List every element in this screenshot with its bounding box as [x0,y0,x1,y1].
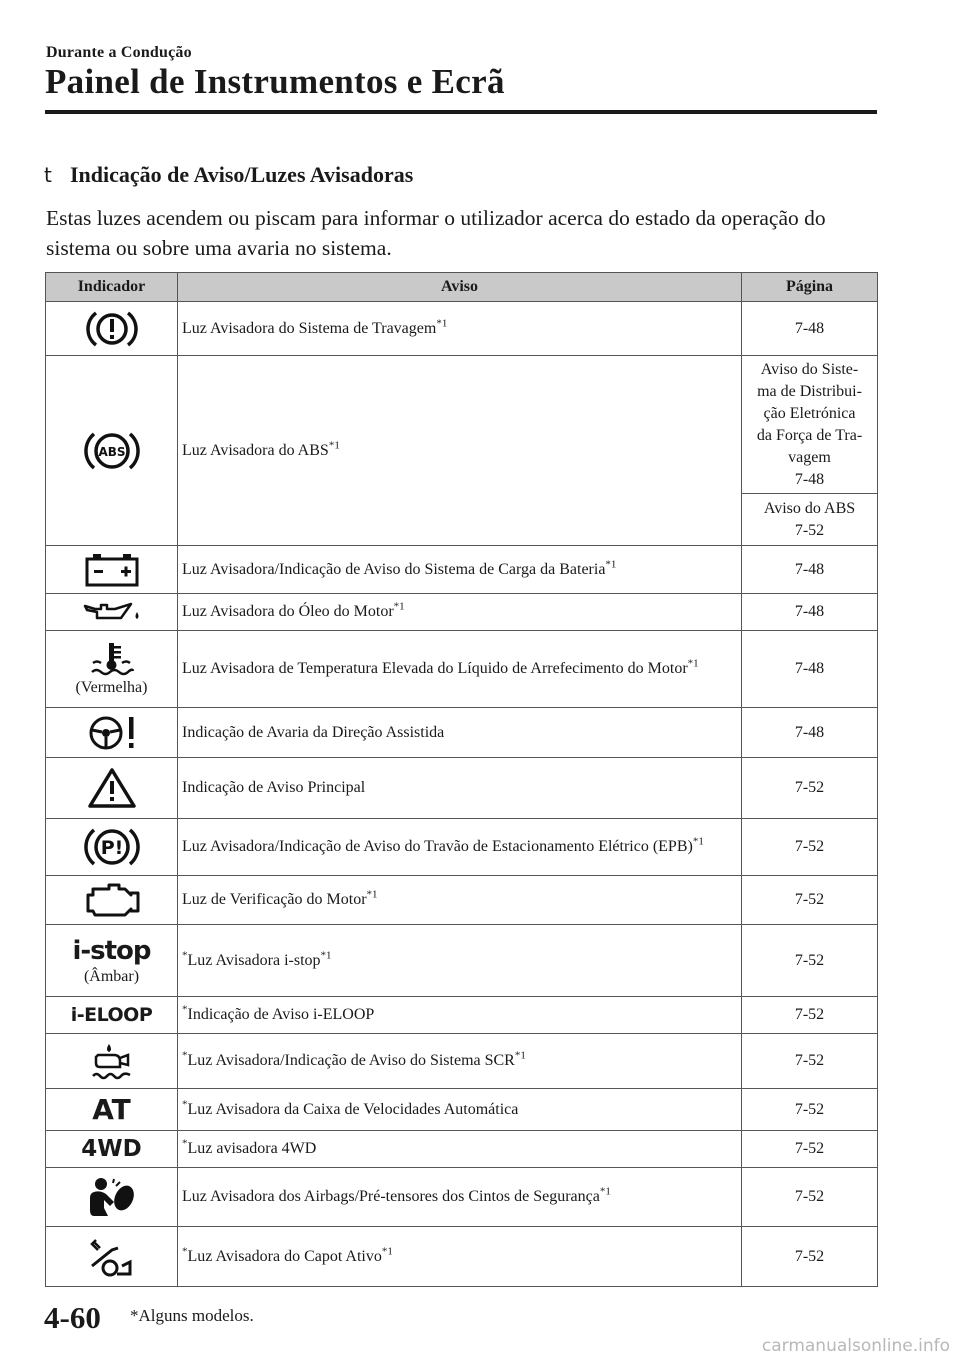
electric-parking-brake-icon [46,825,177,869]
table-row [46,1227,878,1287]
warning-cell: *Luz avisadora 4WD [178,1131,742,1168]
indicator-cell [46,819,178,876]
table-row [46,594,878,631]
indicator-cell [46,876,178,925]
i-eloop-icon: i-ELOOP [70,1004,153,1026]
i-stop-icon: i-stop [72,935,151,966]
column-header-warning: Aviso [178,273,742,302]
warning-cell: Luz Avisadora/Indicação de Aviso do Sistema de Carga da Bateria$^{*1}$ [178,546,742,594]
intro-paragraph: Estas luzes acendem ou piscam para informar o utilizador acerca do estado da operação do sistema ou sobre uma avaria no sistema. [46,206,826,260]
page-cell: 7-52 [742,1227,878,1287]
table-row [46,819,878,876]
oil-can-icon [46,600,177,624]
warning-cell: Indicação de Aviso Principal [178,758,742,819]
footnote: *Alguns modelos. [130,1306,254,1325]
table-row [46,758,878,819]
table-row [46,708,878,758]
table-row [46,356,878,494]
warning-cell: Luz Avisadora/Indicação de Aviso do Travão de Estacionamento Elétrico (EPB)$^{*1}$ [178,819,742,876]
icon-caption: (Vermelha) [75,679,148,696]
page-cell: Aviso do Siste- ma de Distribui- ção Eletrónica da Força de Tra- vagem 7-48 [742,356,878,494]
page-cell: 7-52 [742,1089,878,1131]
section-title: Painel de Instrumentos e Ecrã [45,62,505,101]
active-bonnet-icon [46,1236,177,1278]
page-cell: 7-52 [742,997,878,1034]
scr-system-icon [46,1041,177,1081]
table-row [46,1089,878,1131]
indicator-cell [46,631,178,708]
page-number: 4-60 [44,1300,101,1335]
4wd-icon: 4WD [81,1136,142,1162]
chapter-label: Durante a Condução [46,44,192,61]
table-row [46,631,878,708]
indicator-cell [46,1131,178,1168]
watermark: carmanualsonline.info [761,1336,950,1356]
table-row [46,546,878,594]
warning-cell: Luz Avisadora do Sistema de Travagem$^{*1}$ [178,302,742,356]
indicator-cell [46,594,178,631]
page-cell: 7-48 [742,594,878,631]
subsection-heading [44,162,413,188]
battery-icon [46,553,177,587]
automatic-transmission-icon: AT [92,1093,131,1126]
svg-text:ABS: ABS [97,444,126,459]
warning-lights-table [45,272,878,1287]
page-cell: Aviso do ABS 7-52 [742,494,878,546]
warning-cell: *Luz Avisadora do Capot Ativo$^{*1}$ [178,1227,742,1287]
indicator-cell [46,1168,178,1227]
table-row [46,1168,878,1227]
table-header-row [46,273,878,302]
page-cell: 7-48 [742,708,878,758]
table-row [46,1131,878,1168]
power-steering-icon [46,714,177,752]
page-cell: 7-48 [742,302,878,356]
page-cell: 7-52 [742,819,878,876]
abs-warning-icon [46,429,177,473]
indicator-cell [46,356,178,546]
subsection-title: Indicação de Aviso/Luzes Avisadoras [70,162,414,187]
page-cell: 7-52 [742,758,878,819]
indicator-cell [46,546,178,594]
indicator-cell [46,302,178,356]
page-cell: 7-52 [742,1034,878,1089]
bullet-icon: t [44,163,52,187]
warning-cell: Luz de Verificação do Motor$^{*1}$ [178,876,742,925]
table-row [46,925,878,997]
page-cell: 7-52 [742,925,878,997]
indicator-cell [46,925,178,997]
master-warning-triangle-icon [46,767,177,809]
warning-cell: *Luz Avisadora da Caixa de Velocidades Automática [178,1089,742,1131]
warning-cell: Indicação de Avaria da Direção Assistida [178,708,742,758]
table-row [46,997,878,1034]
indicator-cell [46,1034,178,1089]
indicator-cell [46,1227,178,1287]
icon-caption: (Âmbar) [83,967,140,985]
table-row [46,302,878,356]
warning-cell: Luz Avisadora de Temperatura Elevada do Líquido de Arrefecimento do Motor$^{*1}$ [178,631,742,708]
warning-cell: *Luz Avisadora/Indicação de Aviso do Sistema SCR$^{*1}$ [178,1034,742,1089]
page-cell: 7-48 [742,546,878,594]
table-row [46,1034,878,1089]
indicator-cell [46,758,178,819]
airbag-icon [46,1176,177,1218]
indicator-cell [46,1089,178,1131]
warning-cell: Luz Avisadora dos Airbags/Pré-tensores dos Cintos de Segurança$^{*1}$ [178,1168,742,1227]
page-cell: 7-52 [742,876,878,925]
coolant-temperature-icon [46,641,177,677]
page-cell: 7-52 [742,1168,878,1227]
warning-cell: Luz Avisadora do Óleo do Motor$^{*1}$ [178,594,742,631]
table-row [46,876,878,925]
column-header-page: Página [742,273,878,302]
brake-warning-icon [46,309,177,349]
warning-cell: *Luz Avisadora i-stop$^{*1}$ [178,925,742,997]
check-engine-icon [46,881,177,919]
warning-cell: Luz Avisadora do ABS$^{*1}$ [178,356,742,546]
column-header-indicator: Indicador [46,273,178,302]
page-cell: 7-48 [742,631,878,708]
header-divider [45,110,877,114]
svg-text:P!: P! [100,837,123,859]
page-cell: 7-52 [742,1131,878,1168]
indicator-cell [46,708,178,758]
indicator-cell [46,997,178,1034]
warning-cell: *Indicação de Aviso i-ELOOP [178,997,742,1034]
